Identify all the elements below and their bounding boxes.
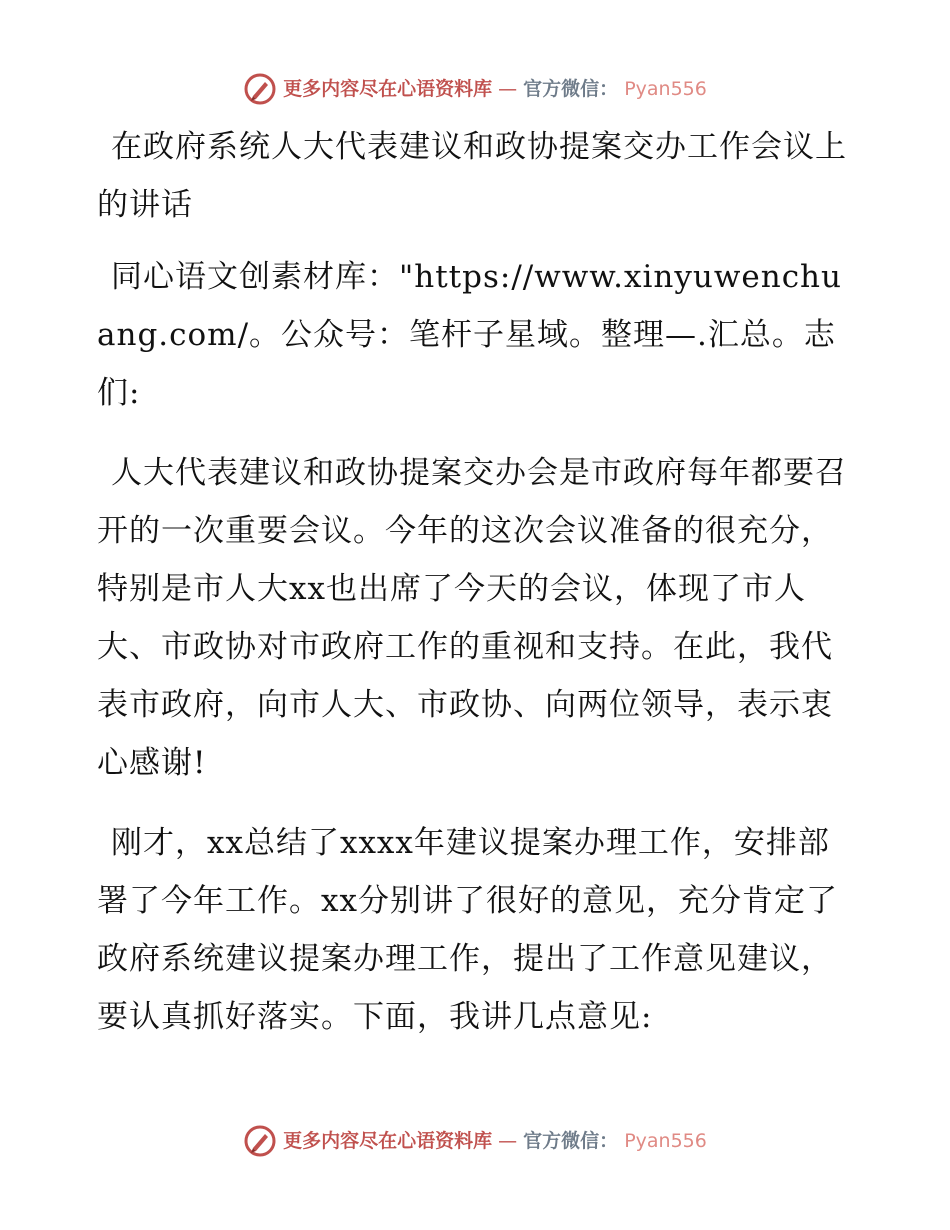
footer-watermark <box>0 1124 950 1158</box>
header-watermark <box>0 72 950 106</box>
watermark-wechat-id: Pyan556 <box>624 1130 707 1152</box>
watermark-wechat-id: Pyan556 <box>624 78 707 100</box>
watermark-brand: 更多内容尽在心语资料库 <box>283 1130 493 1152</box>
watermark-dash: — <box>498 1130 518 1152</box>
paragraph-summary: 刚才，xx总结了xxxx年建议提案办理工作，安排部署了今年工作。xx分别讲了很好的意见，充分肯定了政府系统建议提案办理工作，提出了工作意见建议，要认真抓好落实。下面，我讲几点意见: <box>97 825 838 1035</box>
paragraph-intro: 人大代表建议和政协提案交办会是市政府每年都要召开的一次重要会议。今年的这次会议准备的很充分，特别是市人大xx也出席了今天的会议，体现了市人大、市政协对市政府工作的重视和支持。在此，我代表市政府，向市人大、市政协、向两位领导，表示衷心感谢! <box>97 455 847 781</box>
watermark-dash: — <box>498 78 518 100</box>
watermark-official-label: 官方微信： <box>523 1130 619 1152</box>
watermark-official-label: 官方微信： <box>523 78 619 100</box>
paragraph-source: 同心语文创素材库："https://www.xinyuwenchuang.com/。公众号：笔杆子星域。整理—.汇总。志们: <box>97 259 842 411</box>
document-body <box>97 118 857 1068</box>
document-title: 在政府系统人大代表建议和政协提案交办工作会议上的讲话 <box>97 129 847 223</box>
watermark-brand: 更多内容尽在心语资料库 <box>283 78 493 100</box>
pen-logo-icon <box>243 1124 277 1158</box>
pen-logo-icon <box>243 72 277 106</box>
